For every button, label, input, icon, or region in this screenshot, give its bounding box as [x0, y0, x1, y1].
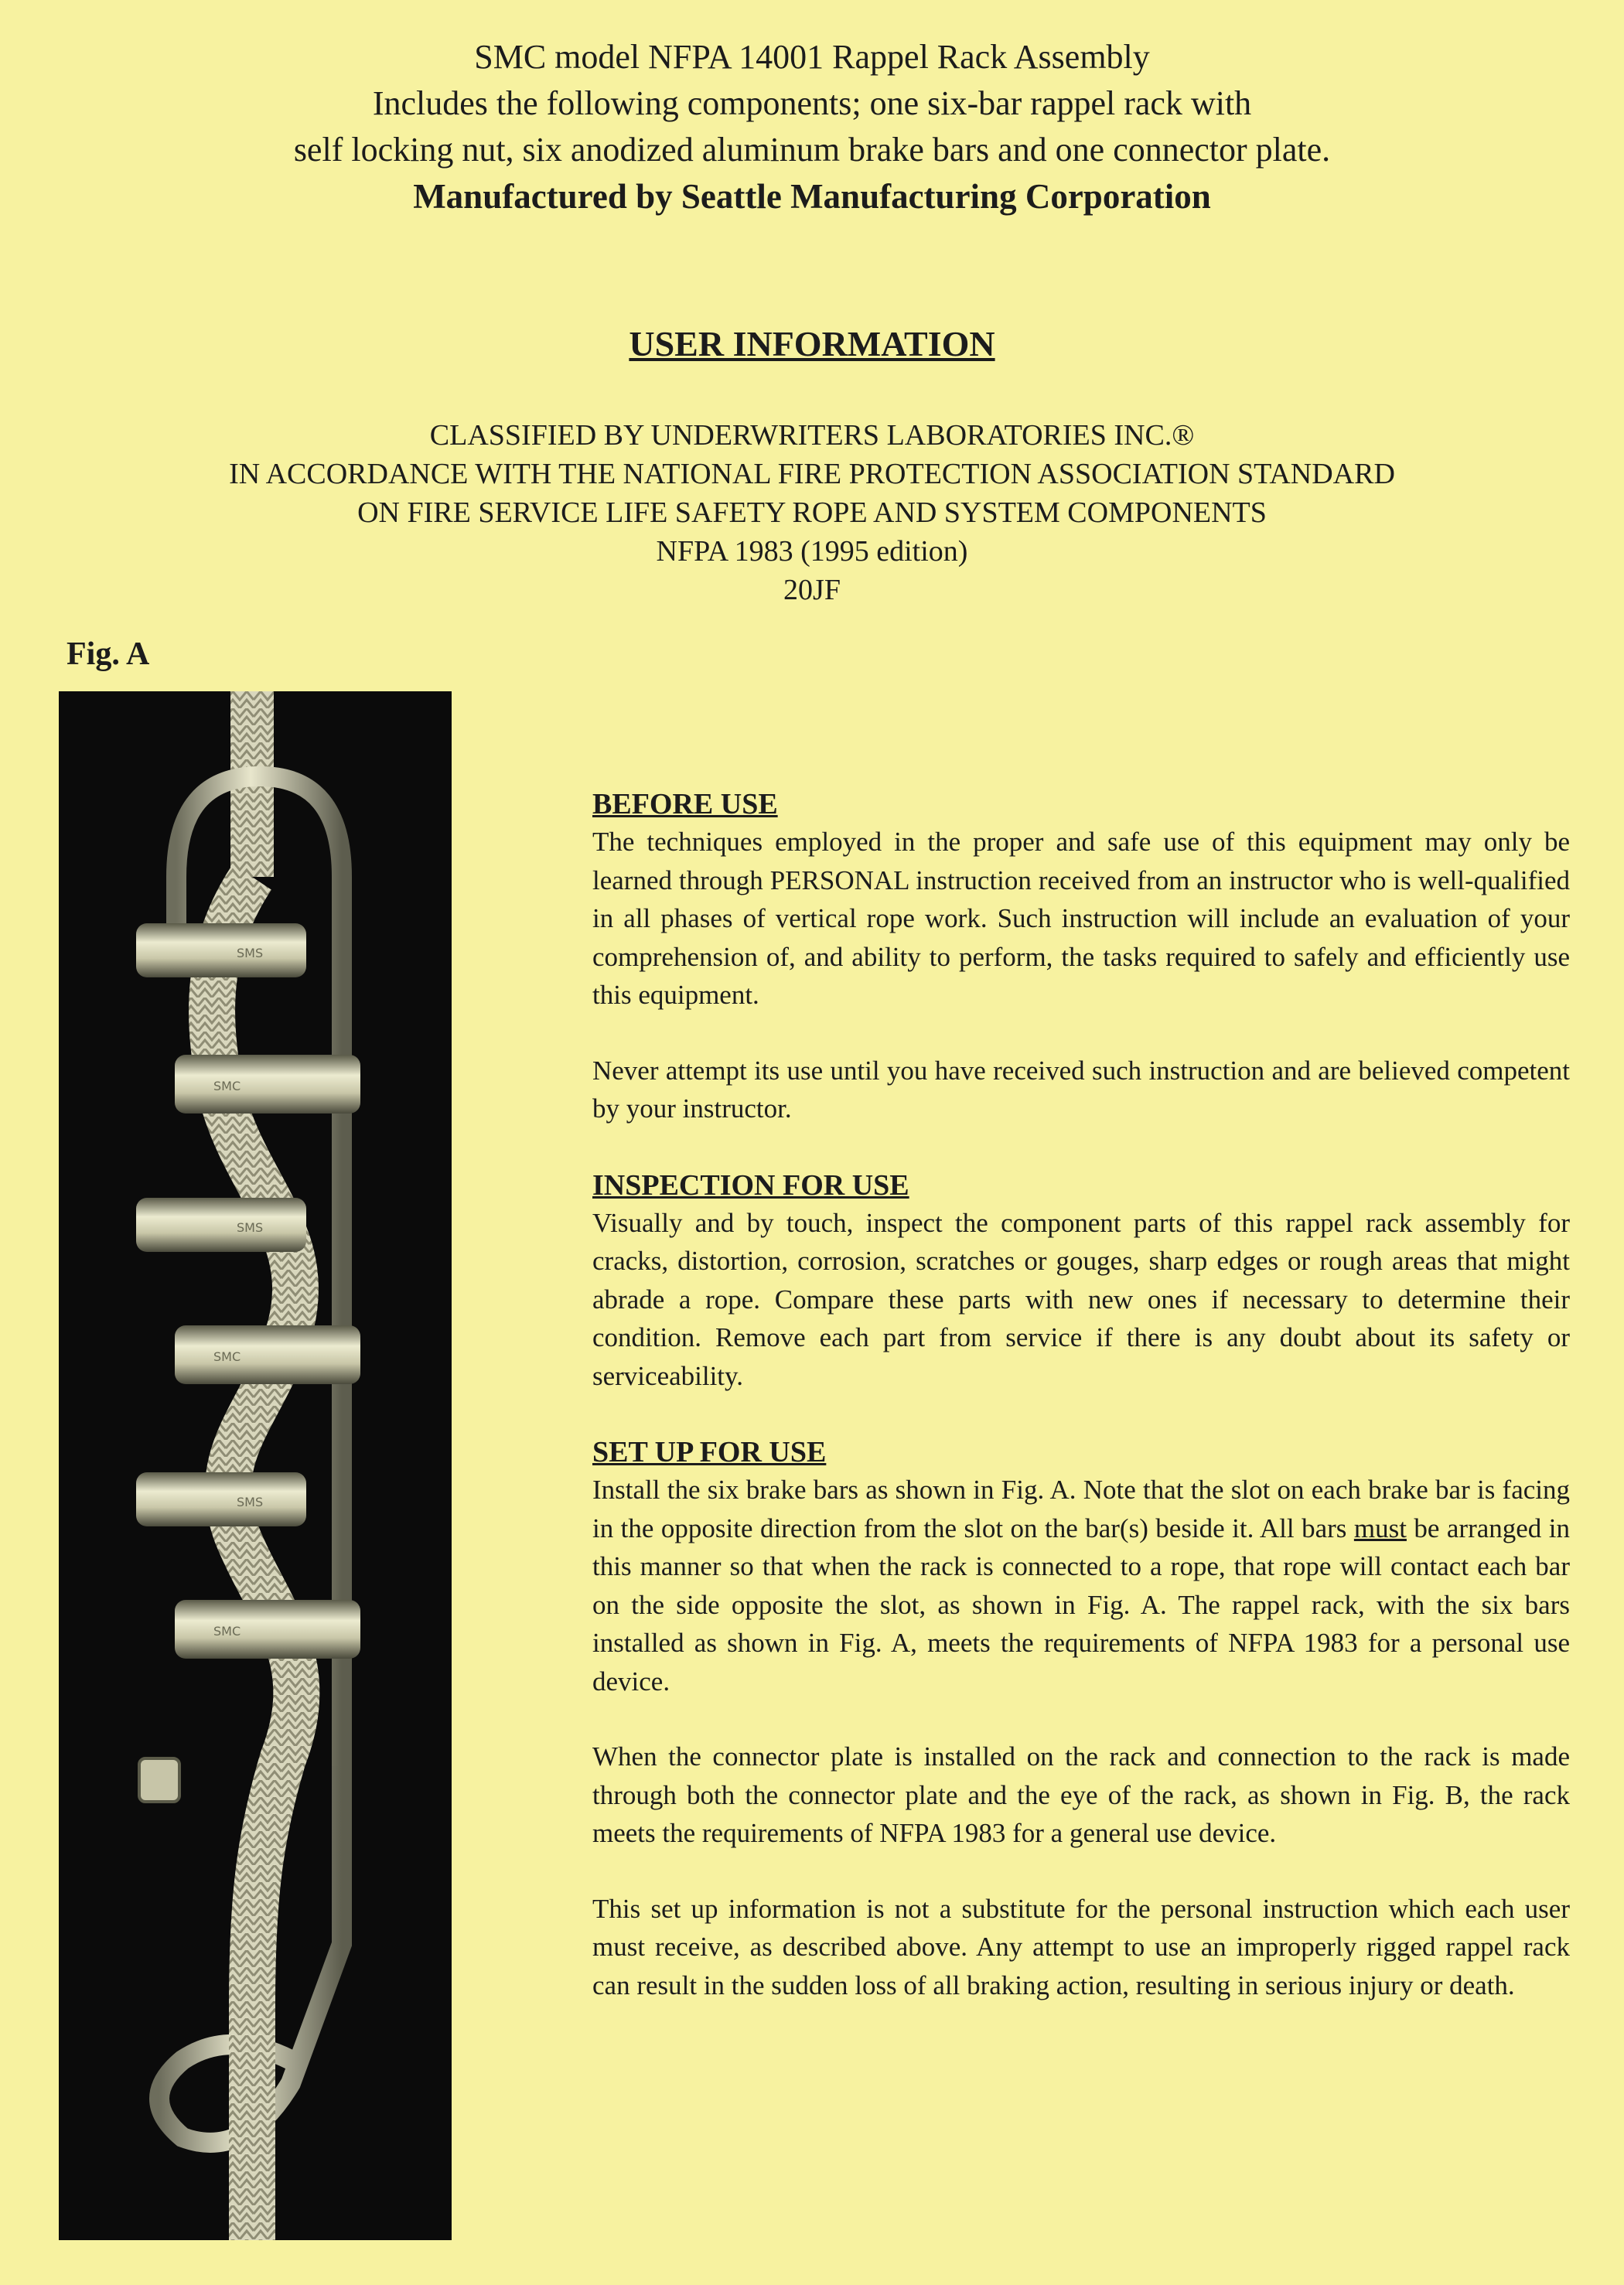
set-up-text-b: be arranged in this manner so that when the rack is connected to a rope, that rope will contact each bar on the side opposite the slot, as shown in Fig. A. The rappel rack, with the six bars installed as shown in Fig. A, meets the requirements of NFPA 1983 for a personal use device. [592, 1513, 1570, 1697]
header-components-line-2: self locking nut, six anodized aluminum brake bars and one connector plate. [293, 131, 1331, 169]
set-up-paragraph-1 [592, 1471, 1570, 1700]
header-manufacturer: Manufactured by Seattle Manufacturing Corporation [413, 177, 1211, 216]
brake-bar-5 [136, 1472, 306, 1526]
heading-set-up: SET UP FOR USE [592, 1436, 827, 1468]
section-set-up [592, 1434, 1570, 2004]
heading-before-use: BEFORE USE [592, 788, 778, 820]
header-components-line: Includes the following components; one six-bar rappel rack with [372, 84, 1252, 122]
rappel-rack-photo [59, 691, 452, 2240]
emphasis-must: must [1353, 1513, 1407, 1543]
self-locking-nut [139, 1758, 179, 1802]
user-information-title: USER INFORMATION [629, 324, 995, 363]
classification-line-2: IN ACCORDANCE WITH THE NATIONAL FIRE PROTECTION ASSOCIATION STANDARD [229, 458, 1395, 490]
classification-block [0, 416, 1624, 609]
classification-line-4: NFPA 1983 (1995 edition) [656, 535, 968, 568]
inspection-paragraph-1: Visually and by touch, inspect the component parts of this rappel rack assembly for cracks, distortion, corrosion, scratches or gouges, sharp edges or rough areas that might abrade a rope. Compare these parts with new ones if necessary to determine their condition. Remove each part from service if there is any doubt about its safety or serviceability. [592, 1207, 1570, 1391]
brake-bar-1 [136, 923, 306, 977]
rappel-rack-illustration [59, 691, 452, 2240]
set-up-text-a: Install the six brake bars as shown in Fig. A. Note that the slot on each brake bar is facing in the opposite direction from the slot on the bar(s) beside it. All bars [592, 1475, 1570, 1543]
svg-text:SMS: SMS [237, 946, 264, 960]
figure-label: Fig. A [67, 636, 150, 672]
set-up-paragraph-2: When the connector plate is installed on the rack and connection to the rack is made through both the connector plate and the eye of the rack, as shown in Fig. B, the rack meets the requirements of NFPA 1983 for a general use device. [592, 1741, 1570, 1848]
svg-text:SMC: SMC [213, 1079, 241, 1093]
svg-text:SMC: SMC [213, 1624, 241, 1639]
document-header [0, 34, 1624, 220]
user-instructions [592, 786, 1570, 2043]
brake-bar-2 [175, 1055, 360, 1114]
svg-text:SMC: SMC [213, 1349, 241, 1364]
before-use-paragraph-2: Never attempt its use until you have received such instruction and are believed competent by your instructor. [592, 1055, 1570, 1124]
brake-bar-6 [175, 1600, 360, 1659]
brake-bar-3 [136, 1198, 306, 1252]
header-model-line: SMC model NFPA 14001 Rappel Rack Assembly [474, 38, 1150, 76]
svg-text:SMS: SMS [237, 1220, 264, 1235]
heading-inspection: INSPECTION FOR USE [592, 1168, 909, 1202]
set-up-paragraph-3: This set up information is not a substitute for the personal instruction which each user must receive, as described above. Any attempt to use an improperly rigged rappel rack can result in the sudden loss of all braking action, resulting in serious injury or death. [592, 1893, 1570, 2000]
svg-text:SMS: SMS [237, 1495, 264, 1509]
section-before-use [592, 786, 1570, 1128]
section-inspection [592, 1167, 1570, 1396]
classification-line-1: CLASSIFIED BY UNDERWRITERS LABORATORIES INC.® [429, 419, 1195, 452]
classification-line-5: 20JF [783, 574, 841, 606]
classification-line-3: ON FIRE SERVICE LIFE SAFETY ROPE AND SYSTEM COMPONENTS [357, 496, 1267, 529]
before-use-paragraph-1: The techniques employed in the proper and safe use of this equipment may only be learned through PERSONAL instruction received from an instructor who is well-qualified in all phases of vertical rope work. Such instruction will include an evaluation of your comprehension of, and ability to perform, the tasks required to safely and efficiently use this equipment. [592, 827, 1570, 1010]
brake-bar-4 [175, 1325, 360, 1384]
